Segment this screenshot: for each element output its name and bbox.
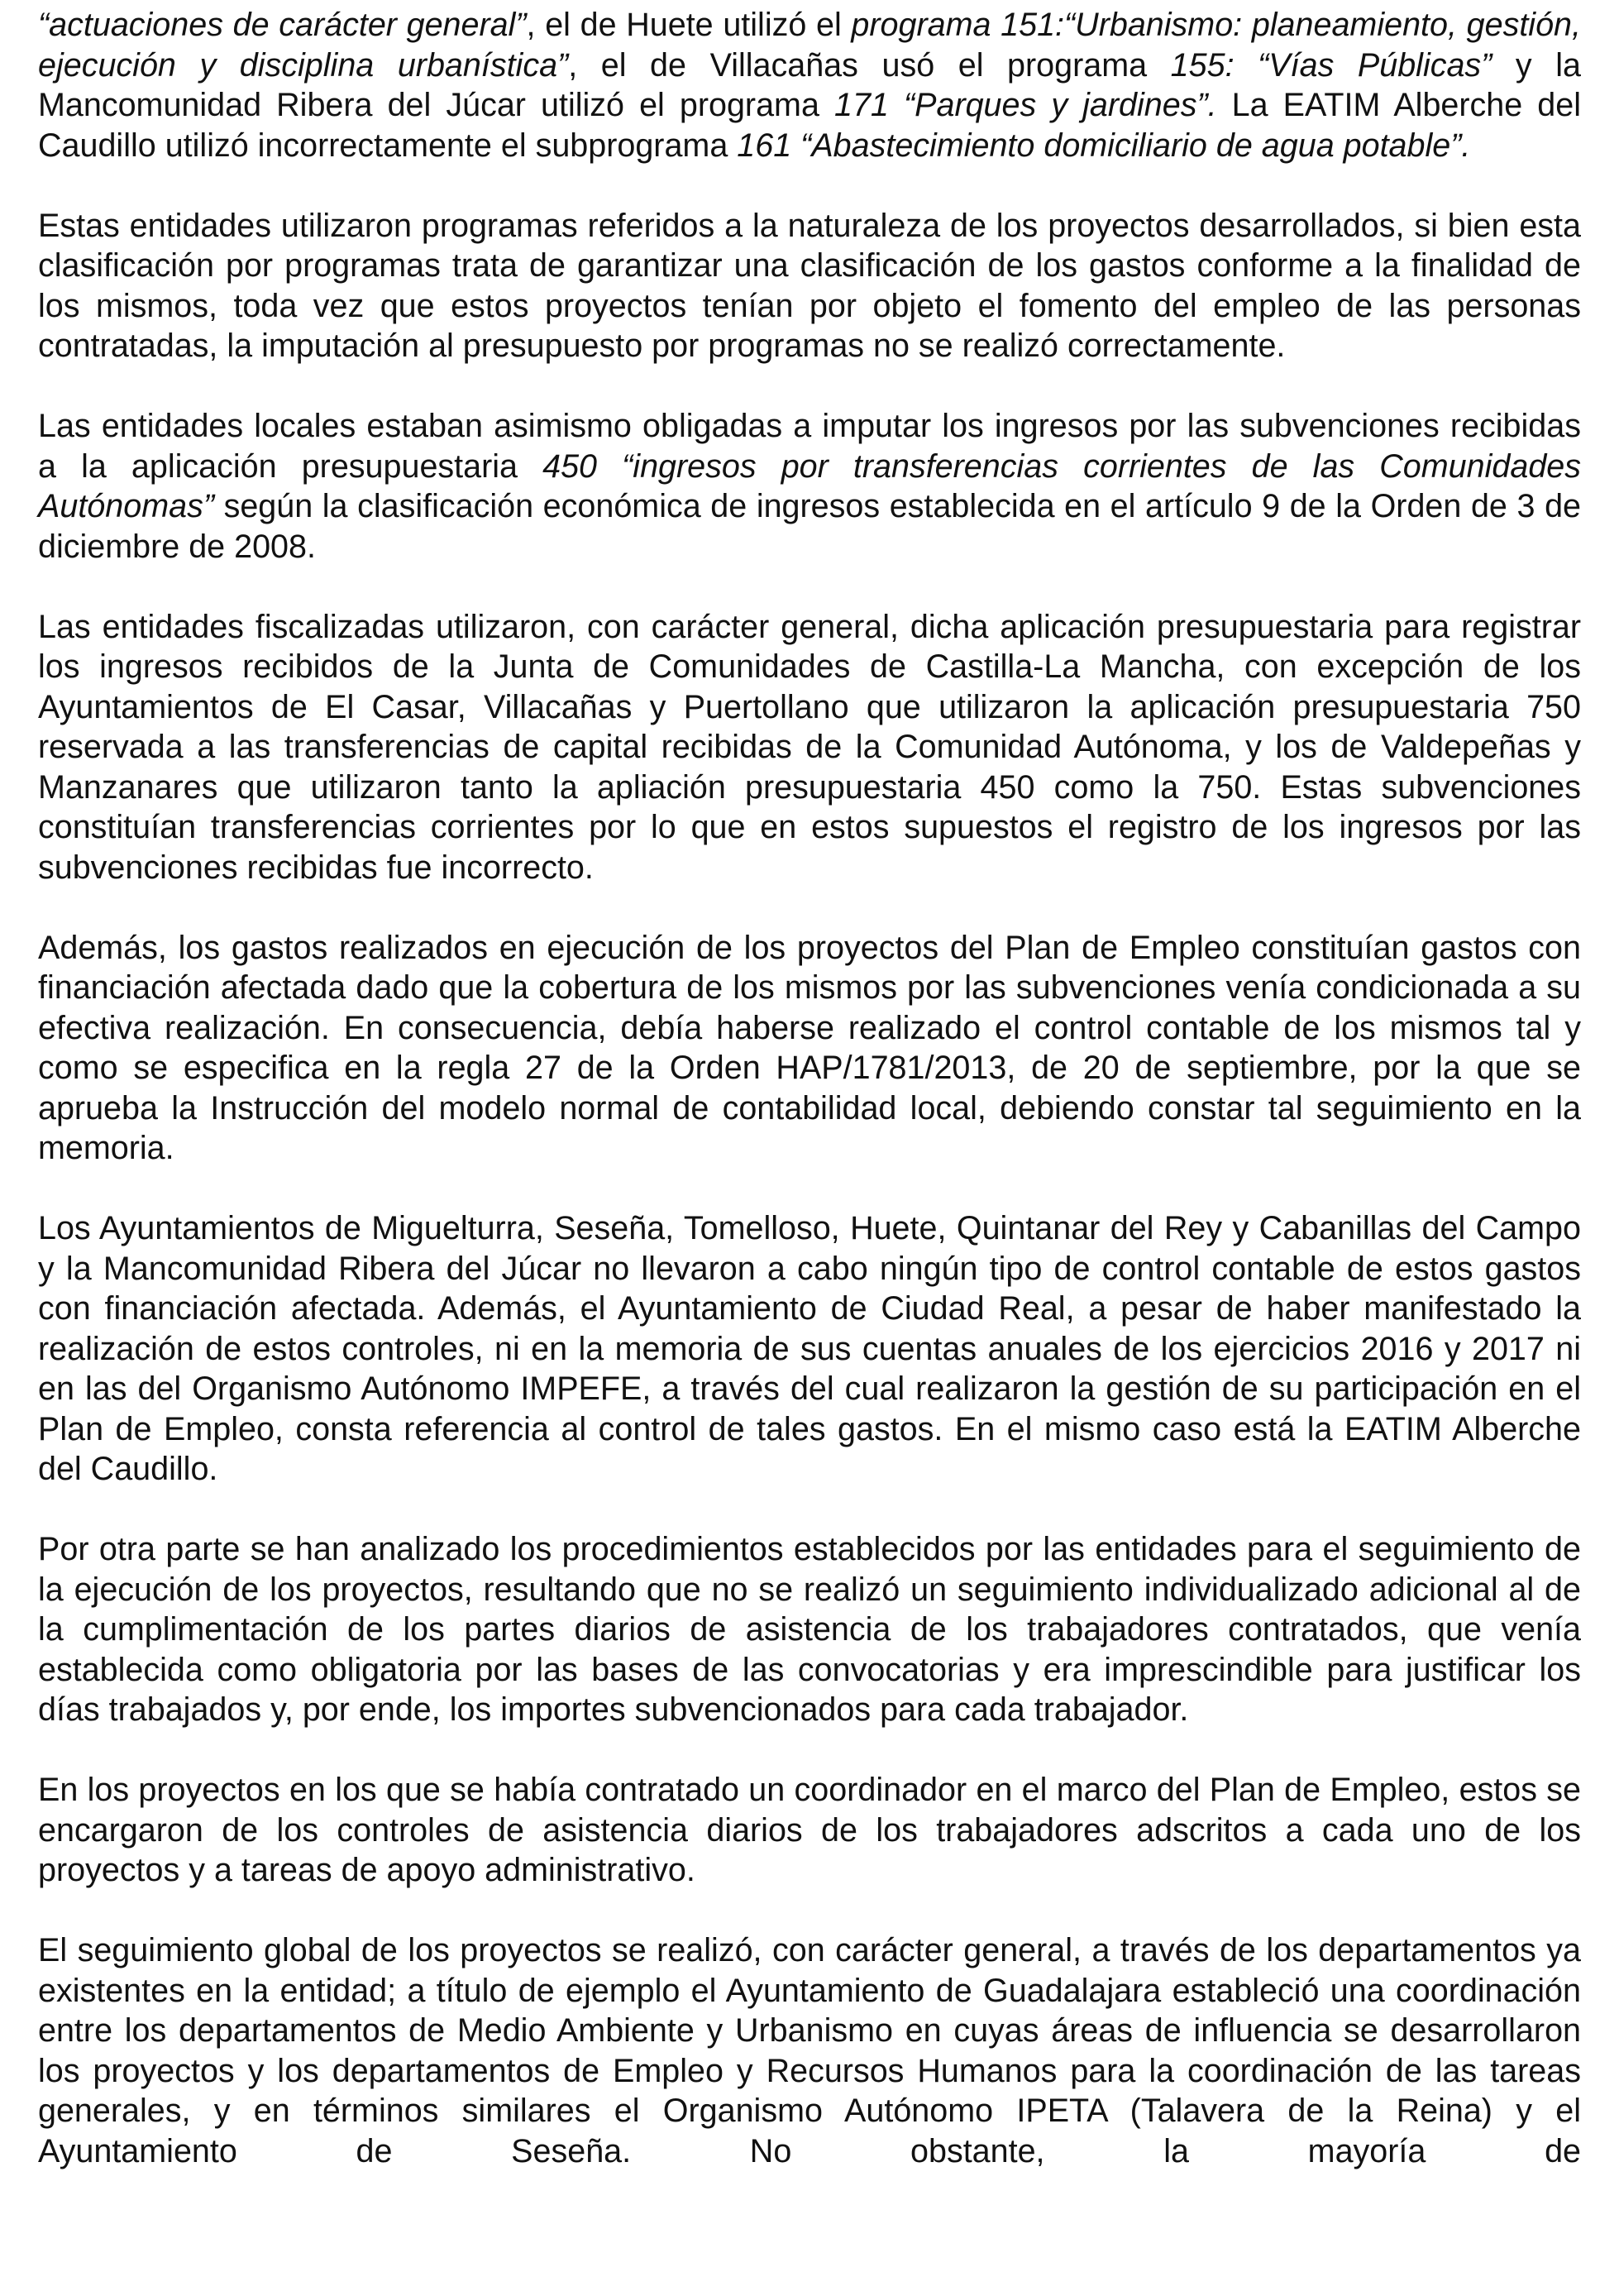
text-segment: Estas entidades utilizaron programas referidos a la naturaleza de los proyectos desarrollados, si bien esta clasificación por programas trata de garantizar una clasificación de los gastos conforme a la finalidad de los mismos, toda vez que estos proyectos tenían por objeto el fomento del empleo de las personas contratadas, la imputación al presupuesto por programas no se realizó correctamente. — [38, 207, 1581, 364]
paragraph-global-monitoring — [38, 1930, 1581, 2171]
text-segment: Por otra parte se han analizado los procedimientos establecidos por las entidades para el seguimiento de la ejecución de los proyectos, resultando que no se realizó un seguimiento individualizado adicional al de la cumplimentación de los partes diarios de asistencia de los trabajadores contratados, que venía establecida como obligatoria por las bases de las convocatorias y era imprescindible para justificar los días trabajados y, por ende, los importes subvencionados para cada trabajador. — [38, 1531, 1581, 1728]
text-segment: Las entidades fiscalizadas utilizaron, con carácter general, dicha aplicación presupuestaria para registrar los ingresos recibidos de la Junta de Comunidades de Castilla-La Mancha, con excepción de los Ayuntamientos de El Casar, Villacañas y Puertollano que utilizaron la aplicación presupuestaria 750 reservada a las transferencias de capital recibidas de la Comunidad Autónoma, y los de Valdepeñas y Manzanares que utilizaron tanto la apliación presupuestaria 450 como la 750. Estas subvenciones constituían transferencias corrientes por lo que en estos supuestos el registro de los ingresos por las subvenciones recibidas fue incorrecto. — [38, 608, 1581, 886]
paragraph-affected-financing — [38, 928, 1581, 1169]
text-segment: según la clasificación económica de ingresos establecida en el artículo 9 de la Orden de 3 de diciembre de 2008. — [38, 488, 1581, 565]
paragraph-no-accounting-control — [38, 1208, 1581, 1490]
text-segment: 171 “Parques y jardines”. — [834, 87, 1217, 123]
text-segment: Además, los gastos realizados en ejecución de los proyectos del Plan de Empleo constituían gastos con financiación afectada dado que la cobertura de los mismos por las subvenciones venía condicionada a su efectiva realización. En consecuencia, debía haberse realizado el control contable de los mismos tal y como se especifica en la regla 27 de la Orden HAP/1781/2013, de 20 de septiembre, por la que se aprueba la Instrucción del modelo normal de contabilidad local, debiendo constar tal seguimiento en la memoria. — [38, 929, 1581, 1166]
paragraph-programs-nature — [38, 206, 1581, 366]
text-segment: 450 “ingresos por transferencias corrientes de las Comunidades Autónomas” — [38, 447, 1582, 524]
paragraph-coordinators — [38, 1770, 1581, 1891]
text-segment: La EATIM Alberche del Caudillo utilizó incorrectamente el subprograma — [38, 87, 1581, 164]
text-segment: En los proyectos en los que se había contratado un coordinador en el marco del Plan de Empleo, estos se encargaron de los controles de asistencia diarios de los trabajadores adscritos a cada uno de los proyectos y a tareas de apoyo administrativo. — [38, 1772, 1581, 1888]
text-segment: programa 151:“Urbanismo: planeamiento, gestión, ejecución y disciplina urbanística” — [38, 7, 1581, 84]
text-segment: El seguimiento global de los proyectos se realizó, con carácter general, a través de los departamentos ya existentes en la entidad; a título de ejemplo el Ayuntamiento de Guadalajara estableció una coordinación entre los departamentos de Medio Ambiente y Urbanismo en cuyas áreas de influencia se desarrollaron los proyectos y los departamentos de Empleo y Recursos Humanos para la coordinación de las tareas generales, y en términos similares el Organismo Autónomo IPETA (Talavera de la Reina) y el Ayuntamiento de Seseña. No obstante, la mayoría de — [38, 1932, 1581, 2169]
text-segment: y la Mancomunidad Ribera del Júcar utilizó el programa — [38, 46, 1581, 123]
text-segment: 155: “Vías Públicas” — [1170, 46, 1492, 84]
paragraph-program-classification — [38, 5, 1581, 165]
paragraph-project-monitoring — [38, 1529, 1581, 1730]
text-segment: , el de Huete utilizó el — [526, 7, 852, 43]
paragraph-income-imputation — [38, 406, 1581, 567]
paragraph-budget-application — [38, 607, 1581, 888]
text-segment: “actuaciones de carácter general” — [38, 7, 527, 43]
text-segment: 161 “Abastecimiento domiciliario de agua potable”. — [737, 127, 1471, 164]
text-segment: Las entidades locales estaban asimismo obligadas a imputar los ingresos por las subvenciones recibidas a la aplicación presupuestaria — [38, 408, 1581, 485]
text-segment: , el de Villacañas usó el programa — [568, 46, 1171, 84]
text-segment: Los Ayuntamientos de Miguelturra, Seseña, Tomelloso, Huete, Quintanar del Rey y Cabanillas del Campo y la Mancomunidad Ribera del Júcar no llevaron a cabo ningún tipo de control contable de estos gastos con financiación afectada. Además, el Ayuntamiento de Ciudad Real, a pesar de haber manifestado la realización de estos controles, ni en la memoria de sus cuentas anuales de los ejercicios 2016 y 2017 ni en las del Organismo Autónomo IMPEFE, a través del cual realizaron la gestión de su participación en el Plan de Empleo, consta referencia al control de tales gastos. En el mismo caso está la EATIM Alberche del Caudillo. — [38, 1210, 1581, 1487]
document-page — [38, 5, 1581, 2171]
